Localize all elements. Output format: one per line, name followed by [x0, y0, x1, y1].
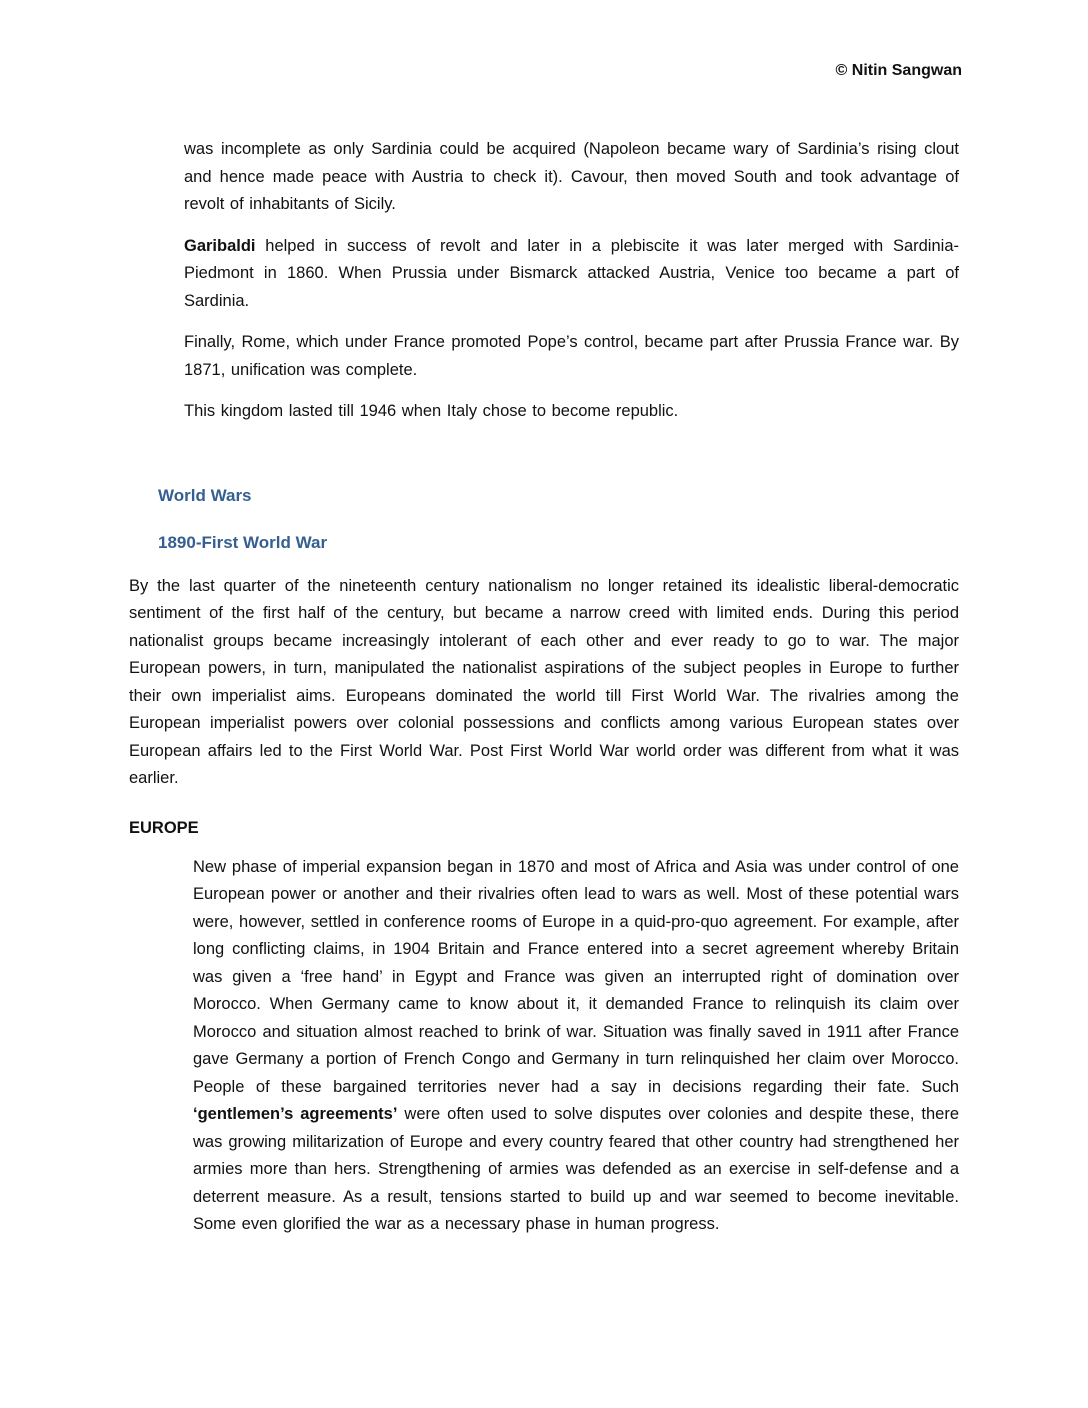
text-segment: This kingdom lasted till 1946 when Italy chose to become republic. — [184, 402, 679, 420]
paragraph-garibaldi — [184, 233, 959, 316]
text-segment: By the last quarter of the nineteenth century nationalism no longer retained its idealistic liberal-democratic sentiment of the first half of the century, but became a narrow creed with limited ends. During this period nationalist groups became increasingly intolerant of each other and ever ready to go to war. The major European powers, in turn, manipulated the nationalist aspirations of the subject peoples in Europe to further their own imperialist aims. Europeans dominated the world till First World War. The rivalries among the European imperialist powers over colonial possessions and conflicts among various European states over European affairs led to the First World War. Post First World War world order was different from what it was earlier. — [129, 576, 959, 787]
text-segment: was incomplete as only Sardinia could be acquired (Napoleon became wary of Sardinia’s rising clout and hence made peace with Austria to check it). Cavour, then moved South and took advantage of revolt of inhabitants of Sicily. — [184, 140, 959, 213]
paragraph-sardinia-unification — [184, 136, 959, 219]
heading-1890-first-world-war: 1890-First World War — [158, 532, 328, 552]
text-segment: New phase of imperial expansion began in 1870 and most of Africa and Asia was under control of one European power or another and their rivalries often lead to wars as well. Most of these potential wars were, however, settled in conference rooms of Europe in a quid-pro-quo agreement. For example, after long conflicting claims, in 1904 Britain and France entered into a secret agreement whereby Britain was given a ‘free hand’ in Egypt and France was given an interrupted right of domination over Morocco. When Germany came to know about it, it demanded France to relinquish its claim over Morocco and situation almost reached to brink of war. Situation was finally saved in 1911 after France gave Germany a portion of French Congo and Germany in turn relinquished her claim over Morocco. People of these bargained territories never had a say in decisions regarding their fate. Such — [193, 857, 959, 1096]
text-segment: helped in success of revolt and later in a plebiscite it was later merged with Sardinia-Piedmont in 1860. When Prussia under Bismarck attacked Austria, Venice too became a part of Sardinia. — [184, 236, 959, 310]
bold-text-segment: ‘gentlemen’s agreements’ — [193, 1105, 398, 1123]
paragraph-rome-1871 — [184, 329, 959, 384]
copyright-text: © Nitin Sangwan — [835, 62, 962, 79]
bold-text-segment: Garibaldi — [184, 236, 256, 255]
text-segment: were often used to solve disputes over colonies and despite these, there was growing militarization of Europe and every country feared that other country had strengthened her armies more than hers. Strengthening of armies was defended as an exercise in self-defense and a deterrent measure. As a result, tensions started to build up and war seemed to become inevitable. Some even glorified the war as a necessary phase in human progress. — [193, 1105, 959, 1233]
page-header — [836, 62, 962, 80]
document-body — [129, 136, 959, 1253]
text-segment: Finally, Rome, which under France promoted Pope’s control, became part after Prussia France war. By 1871, unification was complete. — [184, 333, 959, 379]
heading-world-wars: World Wars — [158, 485, 252, 505]
paragraph-imperial-expansion — [193, 854, 959, 1239]
paragraph-nationalism — [129, 573, 959, 793]
heading-europe: EUROPE — [129, 818, 199, 837]
paragraph-kingdom-1946 — [184, 398, 959, 426]
